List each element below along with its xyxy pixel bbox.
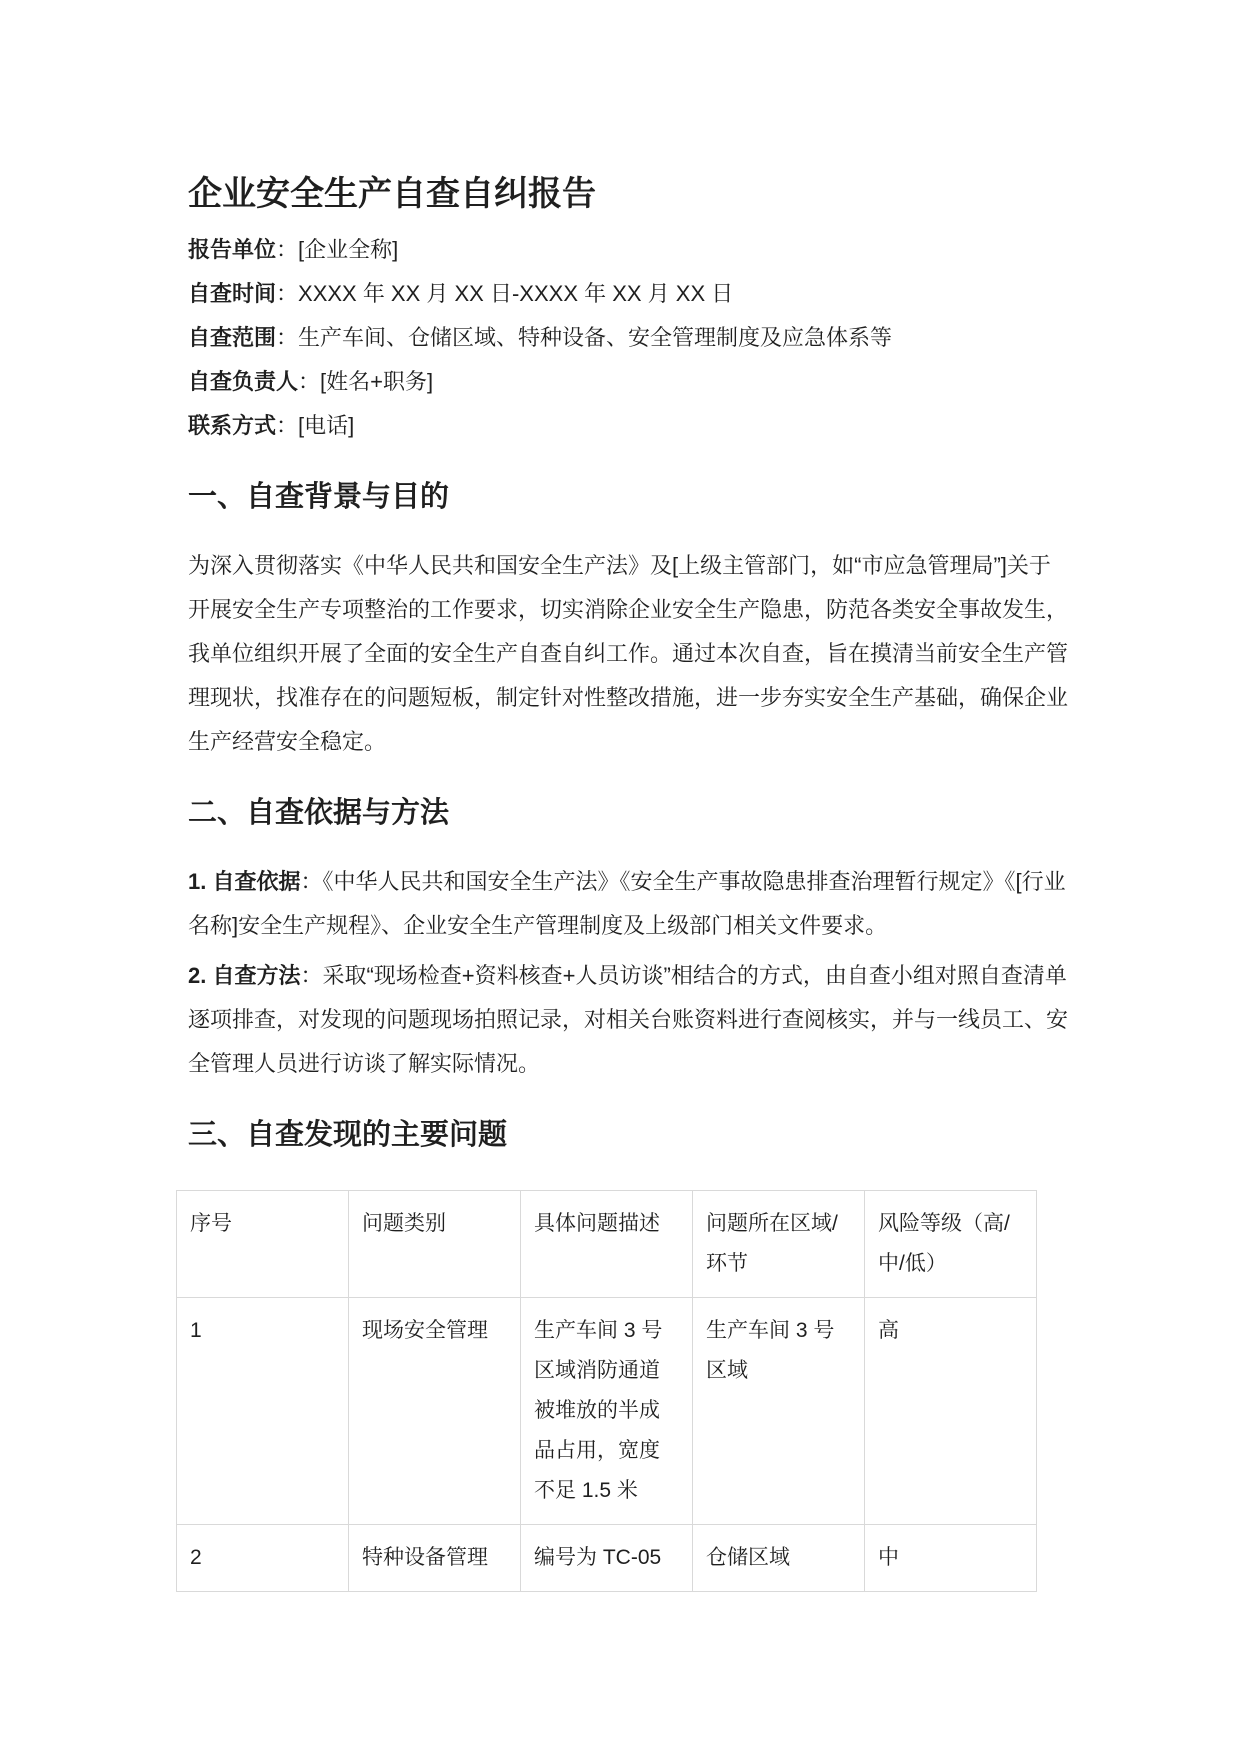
document-title: 企业安全生产自查自纠报告 — [188, 175, 596, 213]
column-header-problem-description: 具体问题描述 — [521, 1191, 693, 1298]
meta-label: 自查时间 — [188, 281, 277, 306]
cell-problem-area: 仓储区域 — [693, 1525, 865, 1592]
cell-problem-category: 特种设备管理 — [349, 1525, 521, 1592]
meta-label: 报告单位 — [188, 237, 277, 262]
section-heading-main-problems: 三、自查发现的主要问题 — [188, 1119, 508, 1151]
item-label: 2. 自查方法 — [188, 963, 301, 988]
cell-problem-category: 现场安全管理 — [349, 1298, 521, 1525]
issues-table — [176, 1190, 1037, 1592]
item-text: ：《中华人民共和国安全生产法》《安全生产事故隐患排查治理暂行规定》《[行业名称]安全生产规程》、企业安全生产管理制度及上级部门相关文件要求。 — [188, 869, 1066, 938]
meta-line-inspection-scope — [188, 316, 1076, 360]
cell-serial-number: 1 — [177, 1298, 349, 1525]
table-row — [177, 1525, 1037, 1592]
item-label: 1. 自查依据 — [188, 869, 301, 894]
table-header-row — [177, 1191, 1037, 1298]
meta-line-person-in-charge — [188, 360, 1076, 404]
meta-value: ：生产车间、仓储区域、特种设备、安全管理制度及应急体系等 — [276, 325, 893, 350]
paragraph-background-purpose: 为深入贯彻落实《中华人民共和国安全生产法》及[上级主管部门，如“市应急管理局”]关于开展安全生产专项整治的工作要求，切实消除企业安全生产隐患，防范各类安全事故发生，我单位组织开展了全面的安全生产自查自纠工作。通过本次自查，旨在摸清当前安全生产管理现状，找准存在的问题短板，制定针对性整改措施，进一步夯实安全生产基础，确保企业生产经营安全稳定。 — [188, 553, 1069, 754]
meta-value: ：XXXX 年 XX 月 XX 日-XXXX 年 XX 月 XX 日 — [276, 281, 734, 306]
cell-risk-level: 中 — [865, 1525, 1037, 1592]
cell-risk-level: 高 — [865, 1298, 1037, 1525]
cell-serial-number: 2 — [177, 1525, 349, 1592]
cell-problem-description: 生产车间 3 号区域消防通道被堆放的半成品占用，宽度不足 1.5 米 — [521, 1298, 693, 1525]
paragraph-inspection-method — [188, 954, 1072, 1086]
item-text: ：采取“现场检查+资料核查+人员访谈”相结合的方式，由自查小组对照自查清单逐项排查，对发现的问题现场拍照记录，对相关台账资料进行查阅核实，并与一线员工、安全管理人员进行访谈了解实际情况。 — [188, 963, 1069, 1076]
meta-line-contact — [188, 404, 1076, 448]
column-header-serial-number: 序号 — [177, 1191, 349, 1298]
meta-label: 自查负责人 — [188, 369, 299, 394]
meta-value: ：[企业全称] — [276, 237, 399, 262]
table-row — [177, 1298, 1037, 1525]
meta-block — [188, 228, 1076, 448]
meta-label: 联系方式 — [188, 413, 277, 438]
section-heading-basis-method: 二、自查依据与方法 — [188, 797, 450, 829]
meta-label: 自查范围 — [188, 325, 277, 350]
column-header-problem-category: 问题类别 — [349, 1191, 521, 1298]
meta-line-report-unit — [188, 228, 1076, 272]
meta-line-inspection-time — [188, 272, 1076, 316]
column-header-problem-area: 问题所在区域/环节 — [693, 1191, 865, 1298]
meta-value: ：[电话] — [276, 413, 355, 438]
cell-problem-description: 编号为 TC-05 — [521, 1525, 693, 1592]
column-header-risk-level: 风险等级（高/中/低） — [865, 1191, 1037, 1298]
cell-problem-area: 生产车间 3 号区域 — [693, 1298, 865, 1525]
meta-value: ：[姓名+职务] — [298, 369, 434, 394]
section-heading-background-purpose: 一、自查背景与目的 — [188, 481, 450, 513]
paragraph-inspection-basis — [188, 860, 1072, 948]
